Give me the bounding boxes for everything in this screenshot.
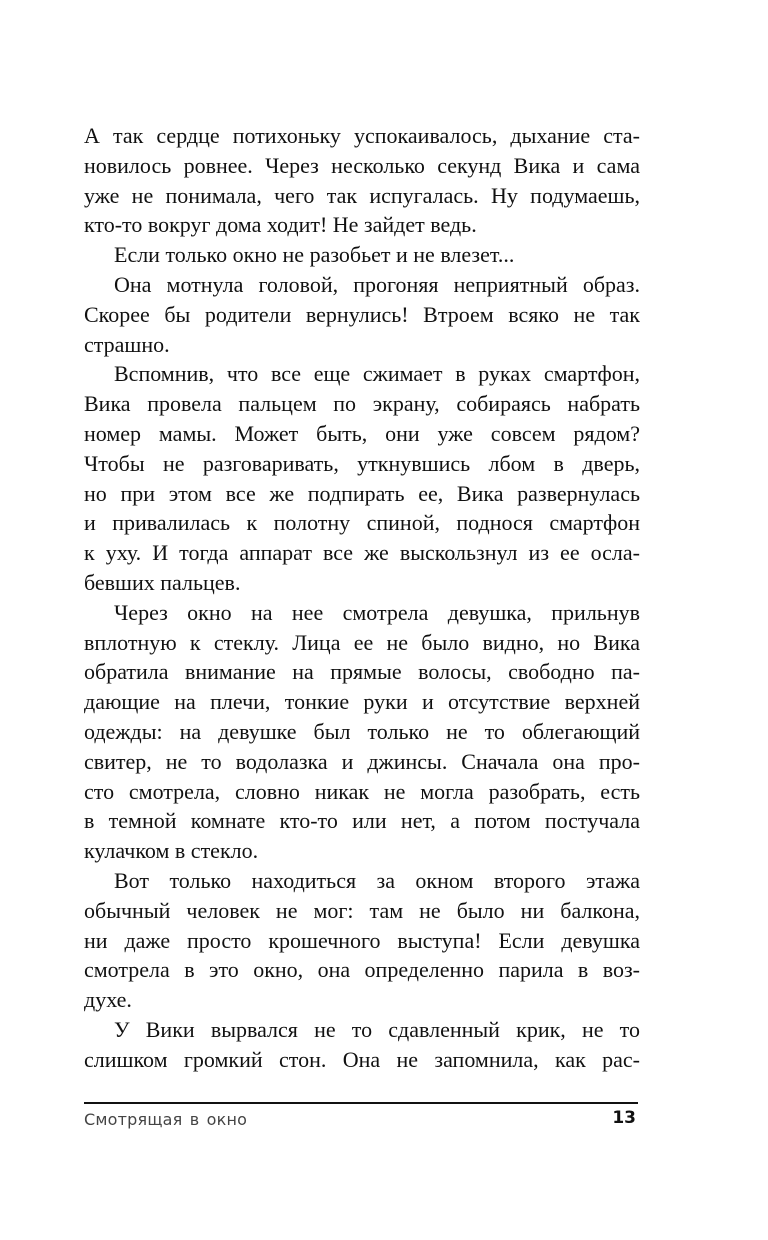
text-line: ни даже просто крошечного выступа! Если девушка — [84, 927, 640, 953]
paragraph — [84, 866, 640, 1015]
text-line: Чтобы не разговаривать, уткнувшись лбом в дверь, — [84, 450, 640, 476]
text-line: У Вики вырвался не то сдавленный крик, не то — [114, 1016, 640, 1042]
text-line: Через окно на нее смотрела девушка, прильнув — [114, 599, 640, 625]
text-line: но при этом все же подпирать ее, Вика развернулась — [84, 480, 640, 506]
text-line: дающие на плечи, тонкие руки и отсутствие верхней — [84, 689, 640, 715]
text-line: Вика провела пальцем по экрану, собираясь набрать — [84, 391, 640, 417]
paragraph — [84, 359, 640, 597]
text-line: одежды: на девушке был только не то облегающий — [84, 718, 640, 744]
paragraph — [84, 121, 640, 240]
text-line: уже не понимала, чего так испугалась. Ну подумаешь, — [84, 182, 640, 208]
text-line: к уху. И тогда аппарат все же выскользнул из ее осла- — [84, 540, 640, 566]
text-line: кто-то вокруг дома ходит! Не зайдет ведь. — [84, 212, 477, 238]
text-line: Она мотнула головой, прогоняя неприятный образ. — [114, 271, 640, 297]
text-line: страшно. — [84, 331, 170, 357]
text-line: обычный человек не мог: там не было ни балкона, — [84, 897, 640, 923]
text-line: кулачком в стекло. — [84, 838, 259, 864]
text-line: Вспомнив, что все еще сжимает в руках смартфон, — [114, 361, 640, 387]
body-text — [84, 121, 640, 1075]
text-line: сто смотрела, словно никак не могла разобрать, есть — [84, 778, 640, 804]
running-footer-title: Смотрящая в окно — [84, 1110, 248, 1129]
text-line: смотрела в это окно, она определенно парила в воз- — [84, 957, 640, 983]
text-line: в темной комнате кто-то или нет, а потом постучала — [84, 808, 640, 834]
text-line: Если только окно не разобьет и не влезет... — [114, 242, 515, 268]
text-line: Вот только находиться за окном второго этажа — [114, 867, 640, 893]
text-line: свитер, не то водолазка и джинсы. Сначала она про- — [84, 748, 640, 774]
text-line: вплотную к стеклу. Лица ее не было видно, но Вика — [84, 629, 640, 655]
paragraph — [84, 240, 640, 270]
text-line: слишком громкий стон. Она не запомнила, как рас- — [84, 1046, 640, 1072]
text-line: духе. — [84, 987, 132, 1013]
paragraph — [84, 1015, 640, 1075]
text-line: А так сердце потихоньку успокаивалось, дыхание ста- — [84, 123, 640, 148]
footer-divider — [84, 1102, 638, 1104]
text-line: Скорее бы родители вернулись! Втроем всяко не так — [84, 301, 640, 327]
paragraph — [84, 270, 640, 359]
text-line: обратила внимание на прямые волосы, свободно па- — [84, 659, 640, 685]
page-number: 13 — [612, 1108, 636, 1128]
text-line: новилось ровнее. Через несколько секунд Вика и сама — [84, 152, 640, 178]
text-line: номер мамы. Может быть, они уже совсем рядом? — [84, 420, 640, 446]
text-line: и привалилась к полотну спиной, поднося смартфон — [84, 510, 640, 536]
text-line: бевших пальцев. — [84, 569, 241, 595]
paragraph — [84, 598, 640, 866]
